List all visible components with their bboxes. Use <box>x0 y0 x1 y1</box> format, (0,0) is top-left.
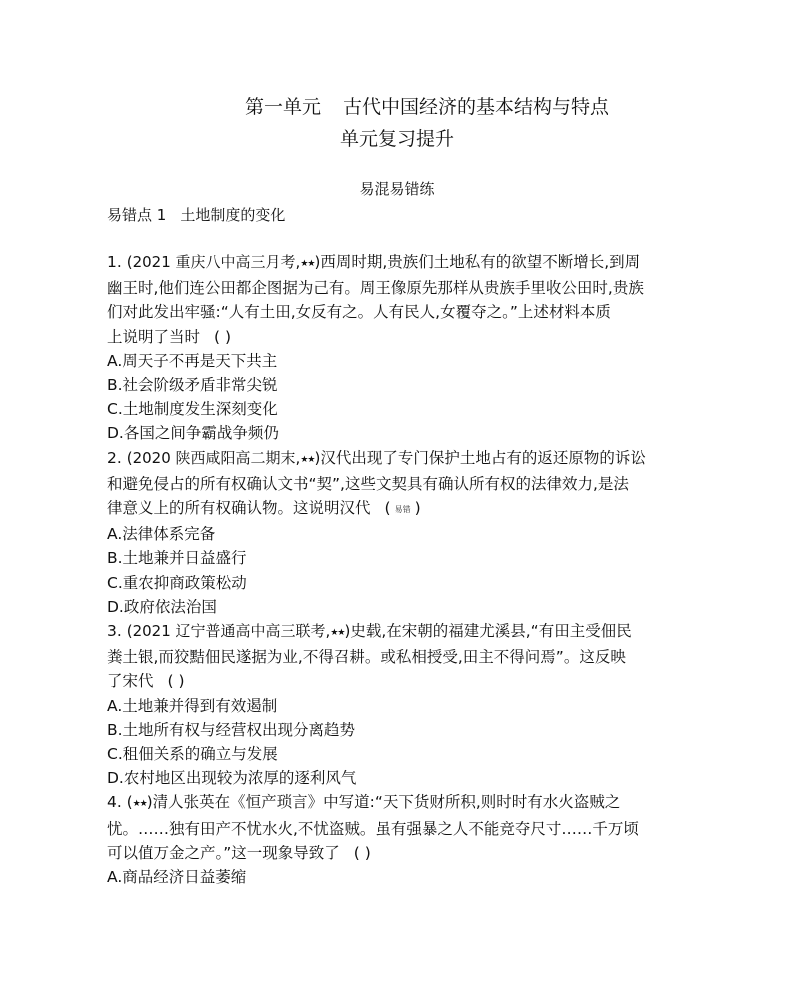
option-a: A.周天子不再是天下共主 <box>107 351 278 370</box>
unit-label: 第一单元 <box>244 96 321 118</box>
question-1 <box>107 224 697 446</box>
page-subtitle: 单元复习提升 <box>339 128 454 150</box>
error-point-heading <box>107 204 285 225</box>
answer-blank: ( 易错 ) <box>384 499 421 518</box>
question-source: (2021 重庆八中高三月考,★★) <box>126 253 321 271</box>
question-number: 2. <box>107 448 122 467</box>
question-stem-line: 粪土银,而狡黠佃民遂据为业,不得召耕。或私相授受,田主不得问焉”。这反映 <box>107 648 626 667</box>
difficulty-stars-icon: ★★ <box>300 454 315 465</box>
questions-list <box>107 224 697 889</box>
question-number: 3. <box>107 622 122 641</box>
question-stem-line: 幽王时,他们连公田都企图据为己有。周王像原先那样从贵族手里收公田时,贵族 <box>107 279 644 298</box>
difficulty-stars-icon: ★★ <box>330 628 345 639</box>
option-a: A.土地兼并得到有效遏制 <box>107 696 278 715</box>
unit-title-text: 古代中国经济的基本结构与特点 <box>343 96 610 118</box>
answer-blank: ( ) <box>214 327 232 346</box>
question-stem-line: 汉代出现了专门保护土地占有的返还原物的诉讼 <box>320 448 646 467</box>
question-stem-line: 律意义上的所有权确认物。这说明汉代 <box>107 499 371 518</box>
option-b: B.土地所有权与经营权出现分离趋势 <box>107 720 356 739</box>
error-point-label: 易错点 1 <box>107 206 167 224</box>
option-b: B.土地兼并日益盛行 <box>107 549 247 568</box>
option-d: D.政府依法治国 <box>107 597 217 616</box>
question-stem-line: 史载,在宋朝的福建尤溪县,“有田主受佃民 <box>350 622 632 641</box>
option-a: A.法律体系完备 <box>107 525 216 544</box>
unit-title <box>30 92 794 119</box>
question-2 <box>107 446 697 619</box>
question-stem-line: 可以值万金之产。”这一现象导致了 <box>107 843 340 862</box>
option-b: B.社会阶级矛盾非常尖锐 <box>107 376 278 395</box>
question-stem-line: 和避免侵占的所有权确认文书“契”,这些文契具有确认所有权的法律效力,是法 <box>107 474 629 493</box>
option-c: C.土地制度发生深刻变化 <box>107 400 278 419</box>
question-stem-line: 清人张英在《恒产琐言》中写道:“天下货财所积,则时时有水火盗贼之 <box>152 793 621 812</box>
question-stem-line: 西周时期,贵族们土地私有的欲望不断增长,到周 <box>320 253 641 271</box>
option-a: A.商品经济日益萎缩 <box>107 868 247 887</box>
question-source: (2020 陕西咸阳高二期末,★★) <box>126 448 321 467</box>
answer-blank: ( ) <box>167 672 185 691</box>
option-c: C.重农抑商政策松动 <box>107 573 247 592</box>
section-title: 易混易错练 <box>359 180 435 198</box>
answer-blank: ( ) <box>353 843 371 862</box>
question-3 <box>107 619 697 790</box>
question-stem-line: 们对此发出牢骚:“人有土田,女反有之。人有民人,女覆夺之。”上述材料本质 <box>107 303 611 322</box>
question-source: (★★) <box>126 793 153 812</box>
question-source: (2021 辽宁普通高中高三联考,★★) <box>126 622 351 641</box>
option-d: D.各国之间争霸战争频仍 <box>107 424 279 443</box>
error-point-title: 土地制度的变化 <box>180 206 286 224</box>
option-c: C.租佃关系的确立与发展 <box>107 745 278 764</box>
error-prone-note: 易错 <box>394 505 411 515</box>
question-number: 1. <box>107 253 122 271</box>
difficulty-stars-icon: ★★ <box>300 259 315 269</box>
question-4 <box>107 790 697 889</box>
question-stem-line: 了宋代 <box>107 672 154 691</box>
question-number: 4. <box>107 793 122 812</box>
option-d: D.农村地区出现较为浓厚的逐利风气 <box>107 769 357 788</box>
question-stem-line: 忧。……独有田产不忧水火,不忧盗贼。虽有强暴之人不能竞夺尺寸……千万顷 <box>107 819 639 838</box>
question-stem-line: 上说明了当时 <box>107 327 201 346</box>
difficulty-stars-icon: ★★ <box>132 799 147 810</box>
